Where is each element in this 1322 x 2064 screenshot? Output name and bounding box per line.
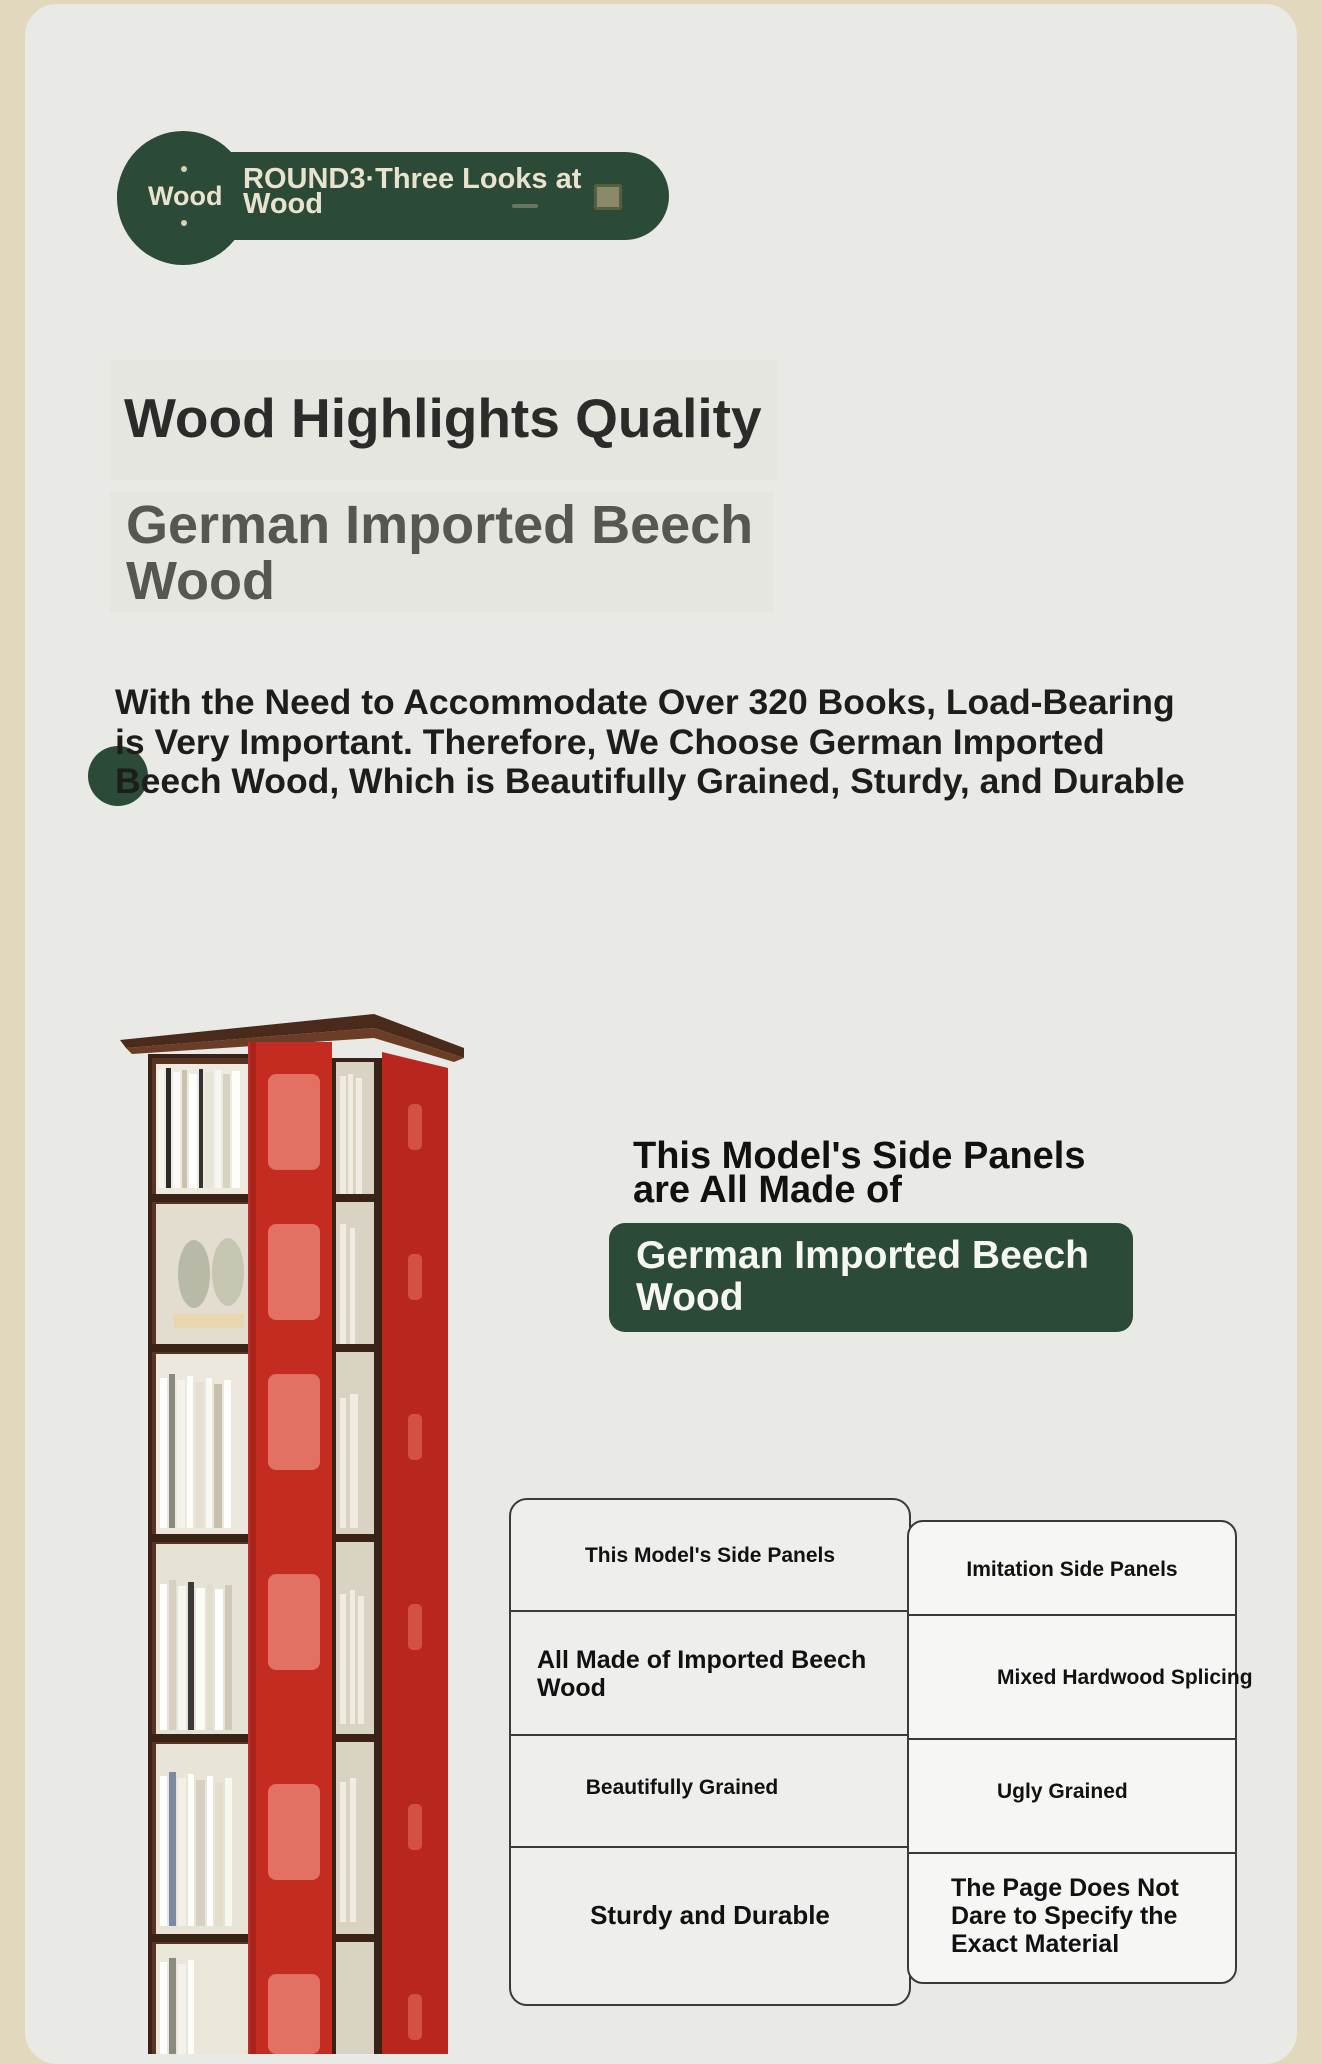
table-row [511,1610,909,1732]
imitation-column [907,1520,1253,1984]
table-row [909,1738,1235,1850]
table-row [511,1846,909,2006]
this-model-cell: All Made of Imported Beech Wood [537,1646,867,1702]
this-model-column [509,1498,911,2006]
imitation-header: Imitation Side Panels [966,1558,1178,1581]
imitation-cell: Mixed Hardwood Splicing [997,1666,1253,1689]
wood-thumbnail-icon [594,184,622,210]
this-model-cell: Sturdy and Durable [590,1900,830,1930]
table-row [909,1614,1253,1736]
this-model-header: This Model's Side Panels [584,1544,836,1567]
table-row [909,1852,1235,1984]
page-subtitle: German Imported Beech Wood [126,495,754,611]
badge-dot [181,166,187,172]
badge-title: ROUND3·Three Looks at Wood [243,163,582,220]
badge-circle-label: Wood [148,181,223,211]
this-model-cell: Beautifully Grained [585,1776,779,1799]
imitation-cell: The Page Does Not Dare to Specify the Exact Material [951,1874,1179,1958]
badge-decoration [512,204,538,208]
side-panels-title: This Model's Side Panels are All Made of [633,1135,1086,1211]
badge-dot [181,220,187,226]
intro-paragraph: With the Need to Accommodate Over 320 Books, Load-Bearing is Very Important. Therefore, We Choose German Imported Beech Wood, Which is Beautifully Grained, Sturdy, and Durable [115,682,1185,801]
imitation-cell: Ugly Grained [997,1780,1128,1803]
page-title: Wood Highlights Quality [124,387,762,449]
table-row [511,1734,909,1846]
rotating-bookshelf-image [118,1014,468,2054]
material-highlight-text: German Imported Beech Wood [636,1234,1089,1319]
